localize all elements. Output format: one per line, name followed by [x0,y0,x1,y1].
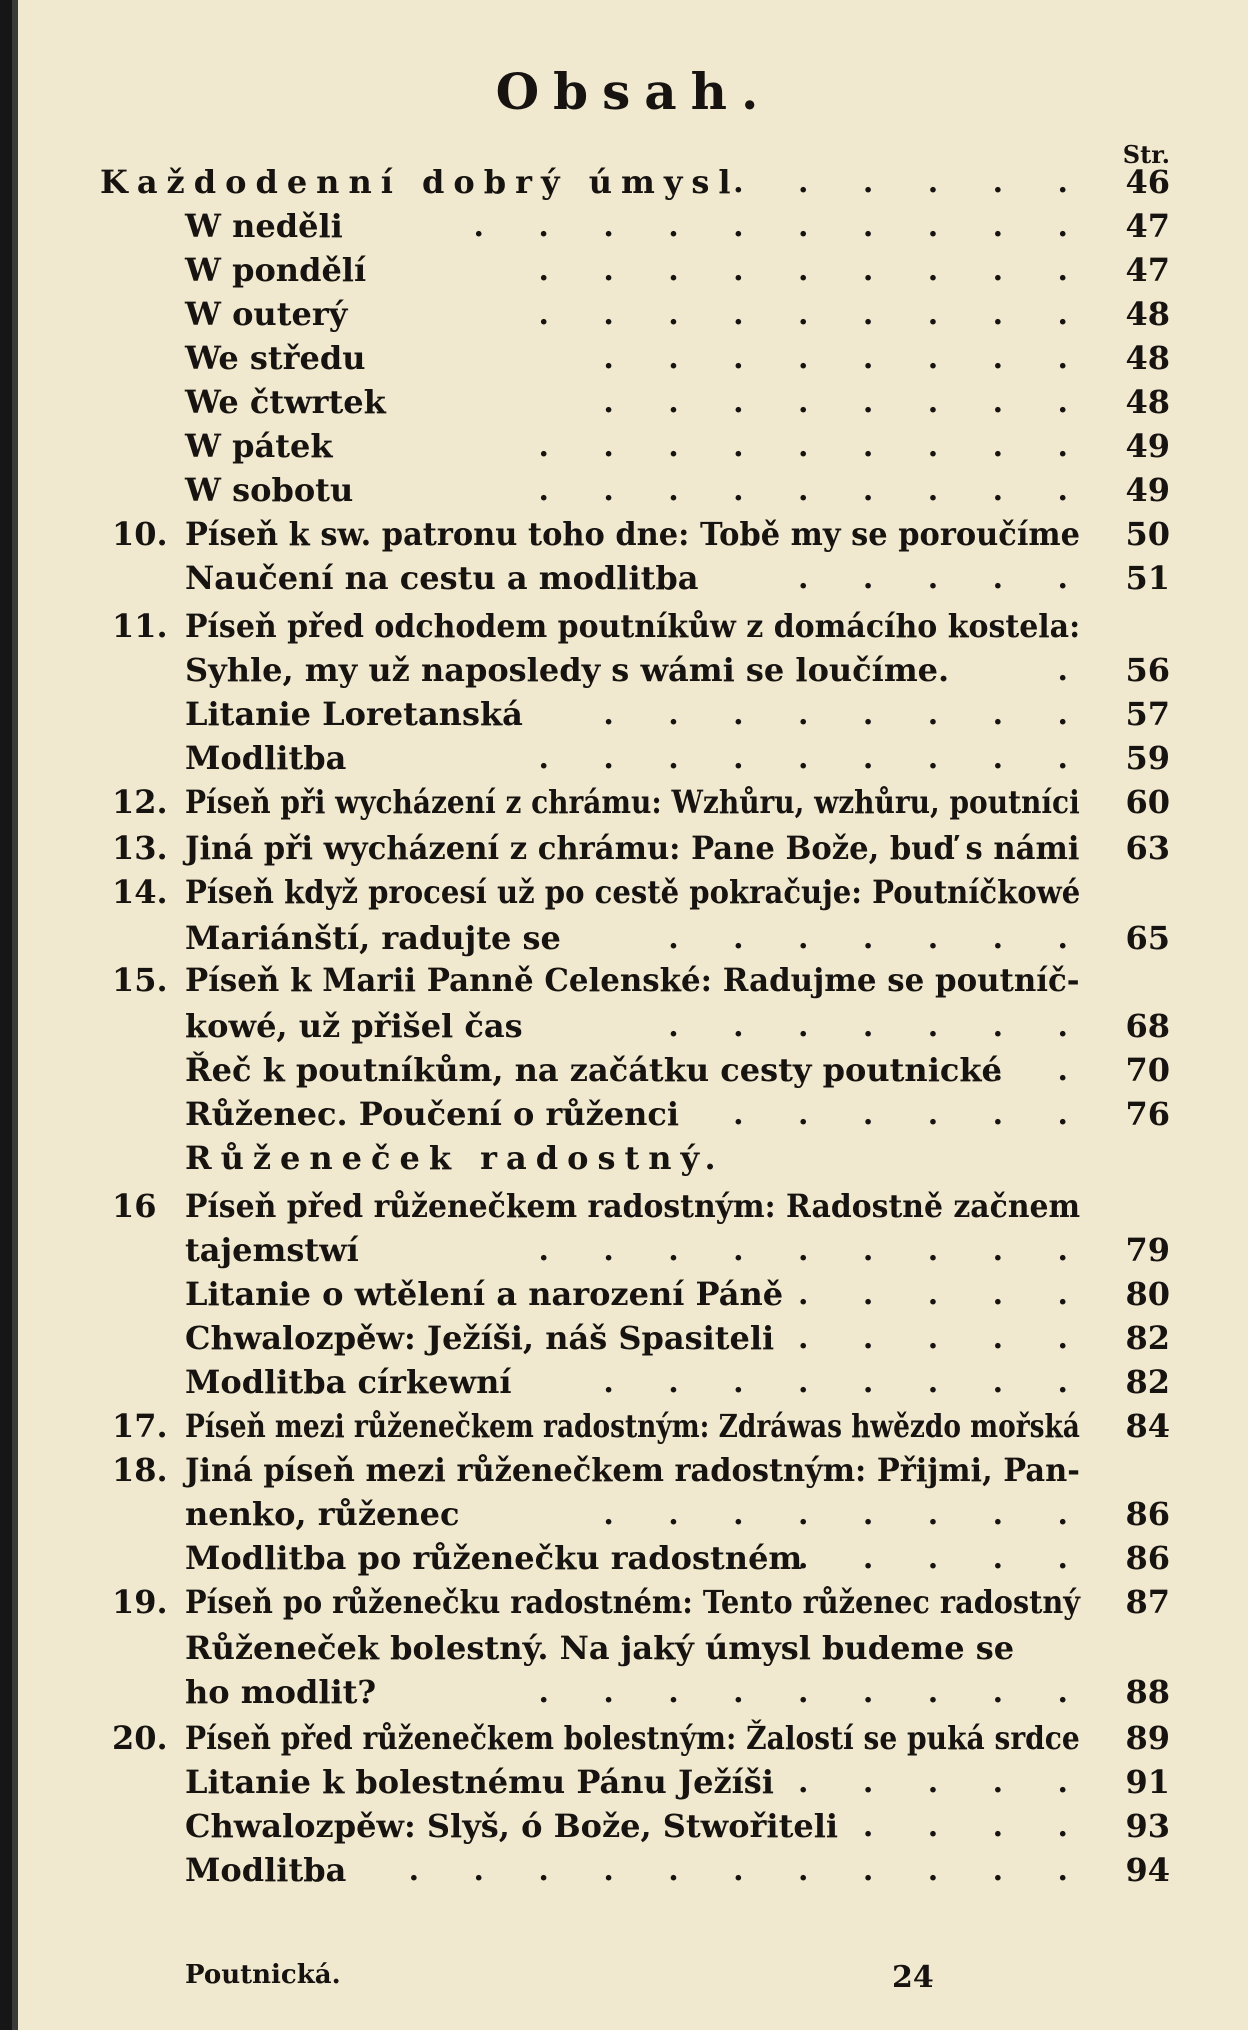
toc-entry-text: Píseň k sw. patronu toho dne: Tobě my se poroučíme [185,515,1080,553]
toc-entry-text: Chwalozpěw: Slyš, ó Bože, Stwořiteli [185,1807,839,1845]
toc-entry-text: W outerý [185,295,348,333]
toc-entry-text: ho modlit? [185,1673,377,1711]
toc-entry [20,648,1240,692]
toc-leader-dots: . . . . . . . . . [538,428,1090,464]
toc-entry-text: tajemstwí [185,1231,359,1269]
toc-page-number: 91 [1125,1763,1170,1801]
toc-page-number: 82 [1125,1319,1170,1357]
toc-page-number: 46 [1125,163,1170,201]
toc-page-number: 57 [1125,695,1170,733]
toc-leader-dots: . . . . . . . . . . . [408,1852,1090,1888]
toc-entry [20,468,1240,512]
toc-entry [20,958,1240,1002]
toc-leader-dots: . . . . . [798,1320,1090,1356]
toc-entry-text: W neděli [185,207,343,245]
toc-entry [20,1760,1240,1804]
toc-entry-text: W sobotu [185,471,354,509]
toc-entry-text: Modlitba [185,739,347,777]
toc-entry-text: kowé, už přišel čas [185,1007,523,1045]
toc-page-number: 89 [1125,1719,1170,1757]
toc-entry-text: Litanie k bolestnému Pánu Ježíši [185,1763,774,1801]
toc-entry [20,1092,1240,1136]
toc-entry-text: Píseň před růženečkem bolestným: Žalostí se puká srdce [185,1719,1080,1757]
page-content [20,0,1248,2030]
toc-leader-dots: . . . . . . . [668,1008,1090,1044]
toc-page-number: 93 [1125,1807,1170,1845]
toc-entry-number: 12. [112,783,168,821]
toc-entry-text: We čtwrtek [185,383,386,421]
toc-entry-text: Píseň při wycházení z chrámu: Wzhůru, wzhůru, poutníci [185,783,1080,821]
toc-leader-dots: . . . . . . [733,1096,1090,1132]
toc-leader-dots: . . . . . . . . . [538,472,1090,508]
toc-page-number: 48 [1125,295,1170,333]
toc-entry [20,1272,1240,1316]
toc-page-number: 60 [1125,783,1170,821]
page-edge [12,0,18,2030]
toc-entry [20,248,1240,292]
toc-entry-text: Litanie Loretanská [185,695,523,733]
sheet-number: 24 [892,1960,934,1995]
toc-page-number: 49 [1125,471,1170,509]
toc-page-number: 76 [1125,1095,1170,1133]
toc-page-number: 87 [1125,1583,1170,1621]
toc-entry-text: nenko, růženec [185,1495,460,1533]
toc-entry [20,736,1240,780]
toc-leader-dots: . . . . . [798,1540,1090,1576]
toc-entry-text: W pondělí [185,251,367,289]
toc-entry [20,692,1240,736]
toc-entry-text: Řeč k poutníkům, na začátku cesty poutnické [185,1051,1002,1089]
toc-entry [20,1804,1240,1848]
toc-entry-number: 20. [112,1719,168,1757]
toc-entry-text: Růženeček radostný. [185,1139,725,1177]
toc-entry-text: Modlitba církewní [185,1363,512,1401]
toc-entry-number: 10. [112,515,168,553]
toc-entry-number: 13. [112,829,168,867]
page-column-label: Str. [1122,140,1170,169]
toc-leader-dots: . . . . . . [733,164,1090,200]
toc-entry-text: Naučení na cestu a modlitba [185,559,699,597]
toc-leader-dots: . . . . . [798,1764,1090,1800]
toc-entry [20,1716,1240,1760]
toc-entry-text: Píseň když procesí už po cestě pokračuje: Poutníčkowé [185,873,1081,911]
toc-entry-text: Píseň mezi růženečkem radostným: Zdráwas hwězdo mořská [185,1407,1080,1445]
toc-leader-dots: . . . . [862,1808,1090,1844]
toc-entry [20,1536,1240,1580]
toc-leader-dots: . . . . . . . . . [538,1674,1090,1710]
toc-entry-text: Píseň před růženečkem radostným: Radostně začnem [185,1187,1081,1225]
toc-entry-number: 19. [112,1583,168,1621]
toc-entry [20,1136,1240,1180]
toc-entry [20,292,1240,336]
toc-page-number: 47 [1125,251,1170,289]
toc-leader-dots: . . . . . [798,560,1090,596]
toc-leader-dots: . . . . . . . . . . [473,208,1090,244]
toc-page-number: 82 [1125,1363,1170,1401]
toc-leader-dots: . . . . . . . . . [538,740,1090,776]
toc-entry [20,1360,1240,1404]
toc-leader-dots: . . . . . . . . [603,1496,1090,1532]
toc-page-number: 79 [1125,1231,1170,1269]
toc-entry-text: Růženec. Poučení o růženci [185,1095,680,1133]
toc-page-number: 68 [1125,1007,1170,1045]
toc-entry [20,336,1240,380]
toc-page-number: 65 [1125,919,1170,957]
toc-page-number: 80 [1125,1275,1170,1313]
toc-entry [20,870,1240,914]
toc-leader-dots: . . . . . . . . . [538,1232,1090,1268]
toc-entry [20,780,1240,824]
toc-page-number: 48 [1125,339,1170,377]
toc-page-number: 63 [1125,829,1170,867]
toc-entry [20,424,1240,468]
toc-entry [20,512,1240,556]
toc-entry [20,1404,1240,1448]
toc-page-number: 59 [1125,739,1170,777]
toc-entry [20,1184,1240,1228]
toc-entry-text: Jiná píseň mezi růženečkem radostným: Přijmi, Pan- [185,1451,1080,1489]
toc-page-number: 56 [1125,651,1170,689]
toc-entry [20,1448,1240,1492]
toc-entry [20,1848,1240,1892]
toc-leader-dots: . [1057,652,1090,688]
toc-entry [20,1626,1240,1670]
toc-entry [20,1670,1240,1714]
signature-mark: Poutnická. [185,1960,341,1990]
toc-page-number: 86 [1125,1539,1170,1577]
toc-page-number: 88 [1125,1673,1170,1711]
toc-entry-text: W pátek [185,427,333,465]
toc-leader-dots: . . . . . . . . [603,340,1090,376]
toc-entry [20,1492,1240,1536]
toc-page-number: 86 [1125,1495,1170,1533]
toc-entry-text: Mariánští, radujte se [185,919,561,957]
toc-entry-number: 16 [112,1187,157,1225]
toc-entry-number: 18. [112,1451,168,1489]
toc-entry [20,556,1240,600]
toc-entry-text: Syhle, my už naposledy s wámi se loučíme. [185,651,950,689]
toc-entry-text: Růženeček bolestný. Na jaký úmysl budeme se [185,1629,1015,1667]
toc-leader-dots: . . . . . . . . [603,1364,1090,1400]
toc-page-number: 50 [1125,515,1170,553]
toc-leader-dots: . . . . . . . . [603,696,1090,732]
toc-entry [20,1048,1240,1092]
toc-page-number: 48 [1125,383,1170,421]
toc-entry [20,380,1240,424]
toc-leader-dots: . . . . . [798,1276,1090,1312]
toc-page-number: 51 [1125,559,1170,597]
toc-entry-number: 15. [112,961,168,999]
page-title: Obsah. [495,62,773,121]
toc-leader-dots: . . . . . . . . . [538,296,1090,332]
toc-entry-text: Každodenní dobrý úmysl [100,163,740,201]
toc-leader-dots: . . . . . . . . [603,384,1090,420]
toc-entry [20,1316,1240,1360]
toc-page-number: 47 [1125,207,1170,245]
toc-entry-text: Píseň po růženečku radostném: Tento růženec radostný [185,1583,1080,1621]
toc-entry-number: 11. [112,607,168,645]
toc-entry [20,916,1240,960]
toc-leader-dots: . . . . . . . . . [538,252,1090,288]
toc-entry-text: We středu [185,339,366,377]
book-page [12,0,1248,2030]
toc-entry-text: Modlitba po růženečku radostném [185,1539,803,1577]
toc-entry [20,604,1240,648]
toc-entry-text: Litanie o wtělení a narození Páně [185,1275,784,1313]
toc-entry [20,826,1240,870]
toc-entry [20,1580,1240,1624]
toc-entry-number: 14. [112,873,168,911]
toc-page-number: 70 [1125,1051,1170,1089]
toc-entry [20,1228,1240,1272]
table-of-contents [20,0,1248,2030]
toc-entry-text: Píseň před odchodem poutníkůw z domácího kostela: [185,607,1081,645]
toc-leader-dots: . . . . . . . [668,920,1090,956]
toc-entry-text: Modlitba [185,1851,347,1889]
toc-entry-text: Jiná při wycházení z chrámu: Pane Bože, buď s námi [185,829,1080,867]
toc-entry [20,1004,1240,1048]
toc-page-number: 94 [1125,1851,1170,1889]
toc-page-number: 49 [1125,427,1170,465]
toc-page-number: 84 [1125,1407,1170,1445]
toc-entry-number: 17. [112,1407,168,1445]
toc-entry-text: Chwalozpěw: Ježíši, náš Spasiteli [185,1319,775,1357]
toc-entry [20,160,1240,204]
toc-leader-dots: . . [992,1052,1090,1088]
toc-entry [20,204,1240,248]
toc-entry-text: Píseň k Marii Panně Celenské: Radujme se poutníč- [185,961,1080,999]
